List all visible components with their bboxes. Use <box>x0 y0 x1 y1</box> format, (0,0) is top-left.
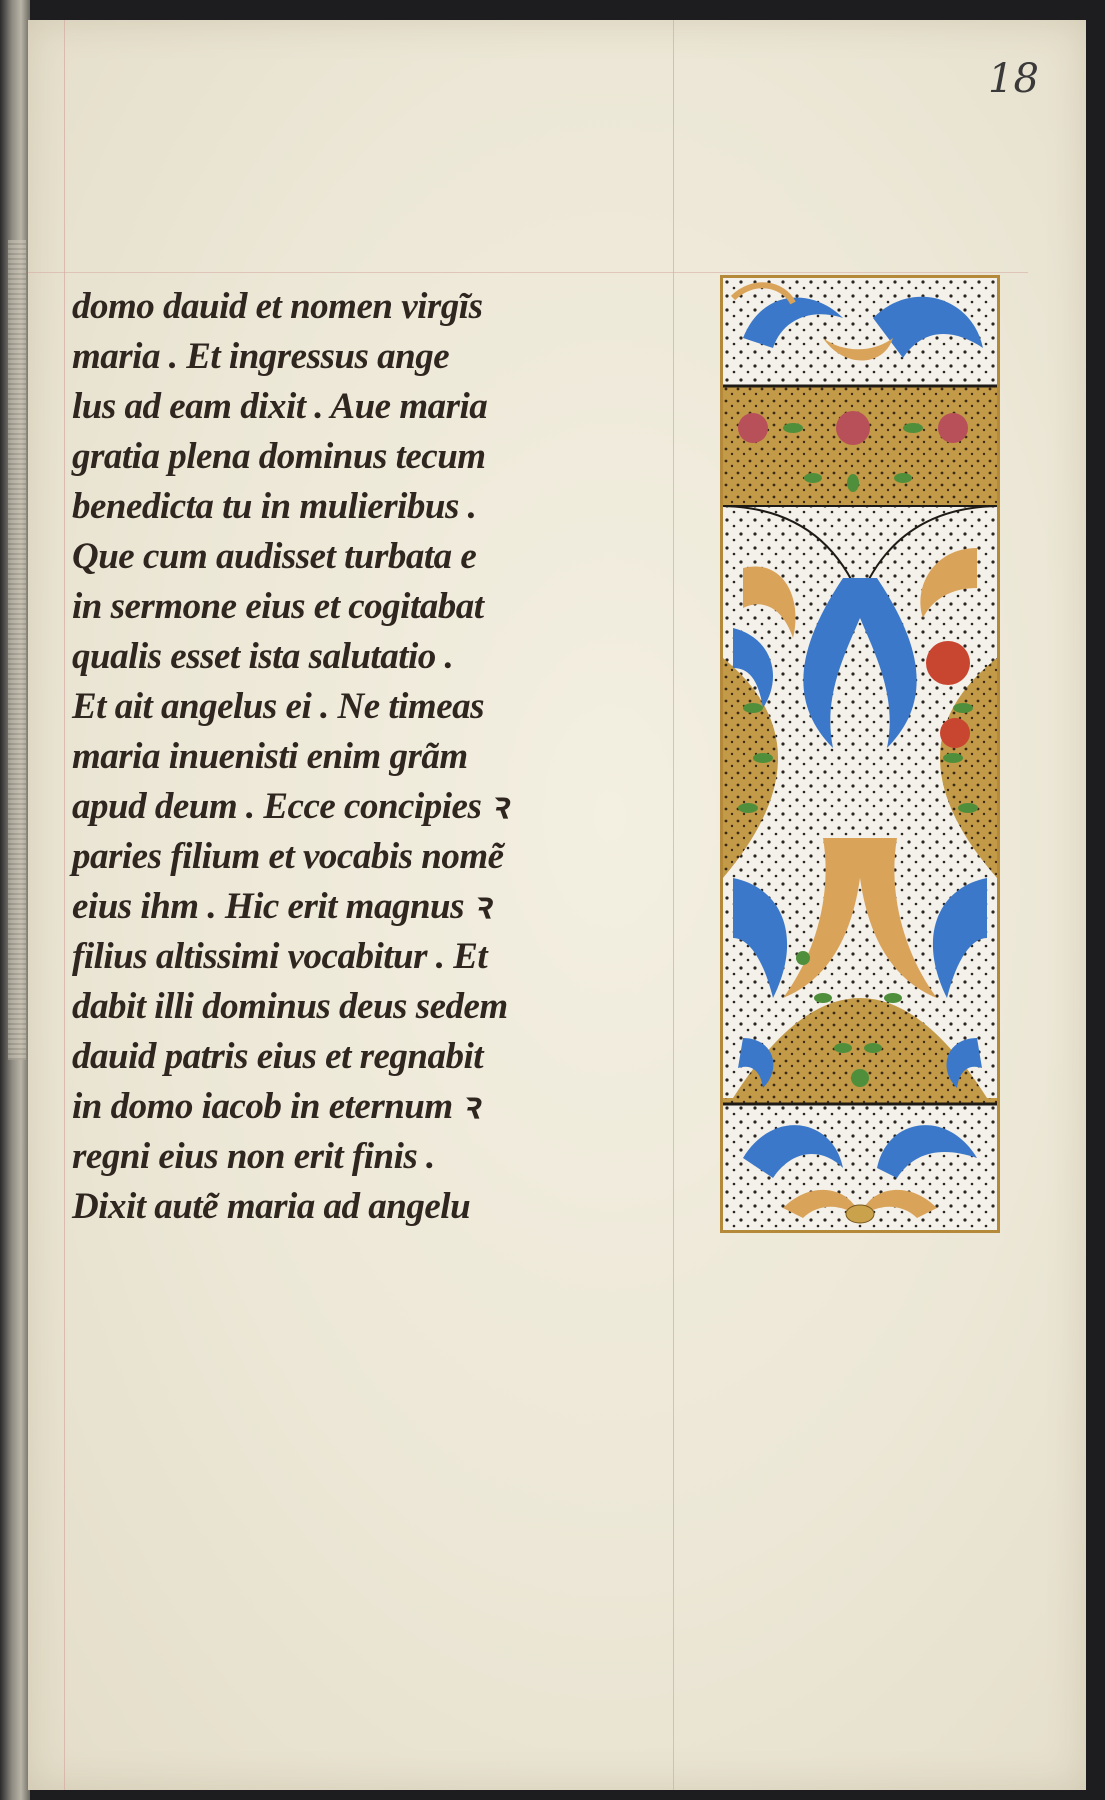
text-line: Dixit autẽ maria ad angelu <box>72 1186 471 1227</box>
previous-leaf-edge <box>8 240 26 1060</box>
text-line: domo dauid et nomen virgĩs <box>72 286 483 327</box>
text-line: filius altissimi vocabitur . Et <box>72 936 488 977</box>
text-line: apud deum . Ecce concipies ꝛ <box>72 786 508 827</box>
text-line: maria . Et ingressus ange <box>72 336 450 377</box>
text-line: regni eius non erit finis . <box>72 1136 435 1177</box>
text-line: eius ihm . Hic erit magnus ꝛ <box>72 886 490 927</box>
book-spine-edge <box>0 0 30 1800</box>
text-line: qualis esset ista salutatio . <box>72 636 454 677</box>
text-line: Et ait angelus ei . Ne timeas <box>72 686 485 727</box>
text-line: gratia plena dominus tecum <box>72 436 486 477</box>
text-line: in sermone eius et cogitabat <box>72 586 484 627</box>
text-line: in domo iacob in eternum ꝛ <box>72 1086 479 1127</box>
manuscript-page <box>28 20 1086 1790</box>
ruling-left <box>64 20 65 1790</box>
illuminated-border-panel <box>720 275 1000 1233</box>
text-line: benedicta tu in mulieribus . <box>72 486 477 527</box>
text-line: paries filium et vocabis nomẽ <box>72 836 504 877</box>
text-line: Que cum audisset turbata e <box>72 536 477 577</box>
text-block <box>72 282 732 1232</box>
text-line: lus ad eam dixit . Aue maria <box>72 386 488 427</box>
folio-number: 18 <box>988 56 1039 102</box>
text-line: dabit illi dominus deus sedem <box>72 986 508 1027</box>
floral-acanthus-ornament <box>723 278 997 1230</box>
text-line: maria inuenisti enim grãm <box>72 736 468 777</box>
ruling-top <box>28 272 1028 273</box>
text-line: dauid patris eius et regnabit <box>72 1036 484 1077</box>
